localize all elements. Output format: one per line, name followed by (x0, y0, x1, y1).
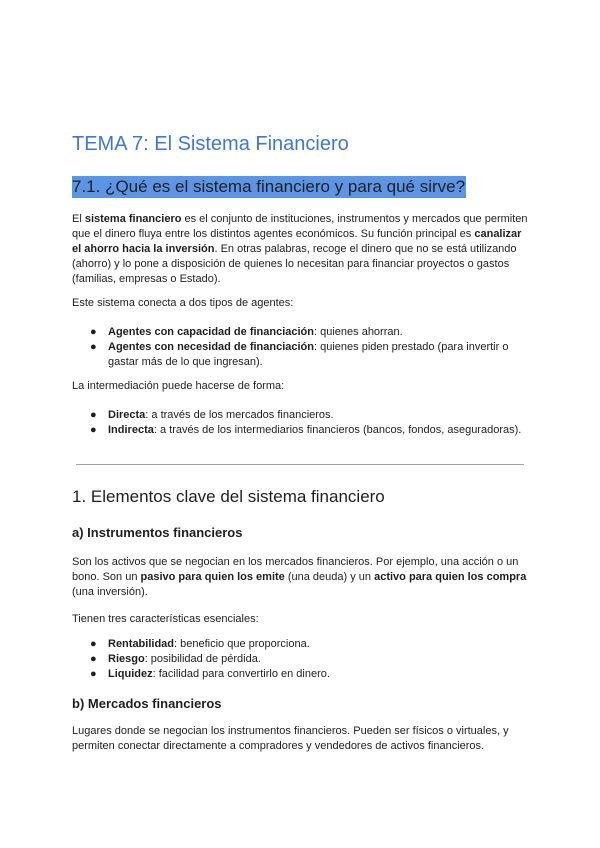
list-item (72, 637, 532, 652)
text-run: . En otras palabras, recoge el dinero que no se está utilizando (ahorro) y lo pone a disposición de quienes lo necesitan para financiar proyectos o gastos (familias, empresas o Estado). (72, 243, 517, 285)
bullet-icon: ● (90, 424, 97, 436)
bullet-icon: ● (90, 653, 97, 665)
text-run: (una deuda) y un (284, 571, 375, 583)
list-item (72, 667, 532, 682)
intermediation-list (72, 408, 532, 438)
bold-text-run: sistema financiero (84, 213, 182, 225)
list-item (72, 340, 532, 370)
markets-paragraph: Lugares donde se negocian los instrumentos financieros. Pueden ser físicos o virtuales, y permiten conectar directamente a compradores y vendedores de activos financieros. (72, 725, 509, 752)
bold-text-run: Agentes con necesidad de financiación (108, 341, 314, 353)
horizontal-divider (76, 464, 524, 465)
subsection-heading-a: a) Instrumentos financieros (72, 525, 243, 540)
bold-text-run: Liquidez (108, 668, 153, 680)
bold-text-run: canalizar el ahorro hacia la inversión (72, 228, 522, 255)
agents-list (72, 325, 532, 370)
bullet-icon: ● (90, 638, 97, 650)
text-run: : a través de los intermediarios financieros (bancos, fondos, aseguradoras). (153, 424, 522, 436)
intermediation-intro-paragraph: La intermediación puede hacerse de forma: (72, 380, 285, 392)
bold-text-run: Agentes con capacidad de financiación (108, 326, 314, 338)
intro-paragraph (72, 212, 532, 287)
subsection-heading-b: b) Mercados financieros (72, 696, 222, 711)
bullet-icon: ● (90, 409, 97, 421)
characteristics-list (72, 637, 532, 682)
text-run: : a través de los mercados financieros. (145, 409, 334, 421)
text-run: : beneficio que proporciona. (174, 638, 310, 650)
bold-text-run: activo para quien los compra (374, 571, 527, 583)
characteristics-intro-paragraph: Tienen tres características esenciales: (72, 613, 259, 625)
section-subtitle-highlighted: 7.1. ¿Qué es el sistema financiero y para qué sirve? (72, 177, 466, 196)
list-item (72, 408, 532, 423)
page-title: TEMA 7: El Sistema Financiero (72, 133, 349, 155)
text-run: : posibilidad de pérdida. (144, 653, 261, 665)
text-run: El (72, 213, 85, 225)
text-run: es el conjunto de instituciones, instrumentos y mercados que permiten que el dinero fluya entre los distintos agentes económicos. Su función principal es (72, 213, 528, 240)
agents-intro-paragraph: Este sistema conecta a dos tipos de agentes: (72, 297, 294, 309)
list-item (72, 652, 532, 667)
text-run: (una inversión). (72, 586, 148, 598)
bold-text-run: pasivo para quien los emite (140, 571, 285, 583)
list-item (72, 325, 532, 340)
text-run: : quienes ahorran. (314, 326, 403, 338)
text-run: : facilidad para convertirlo en dinero. (152, 668, 330, 680)
bold-text-run: Riesgo (108, 653, 145, 665)
bullet-icon: ● (90, 341, 97, 353)
instruments-paragraph (72, 555, 532, 600)
section-heading: 1. Elementos clave del sistema financiero (72, 487, 385, 506)
bullet-icon: ● (90, 668, 97, 680)
list-item (72, 423, 532, 438)
bold-text-run: Rentabilidad (108, 638, 175, 650)
text-run: : quienes piden prestado (para invertir o gastar más de lo que ingresan). (108, 341, 509, 368)
text-run: Son los activos que se negocian en los mercados financieros. Por ejemplo, una acción o un bono. Son un (72, 556, 519, 583)
bold-text-run: Directa (108, 409, 146, 421)
bullet-icon: ● (90, 326, 97, 338)
bold-text-run: Indirecta (108, 424, 154, 436)
